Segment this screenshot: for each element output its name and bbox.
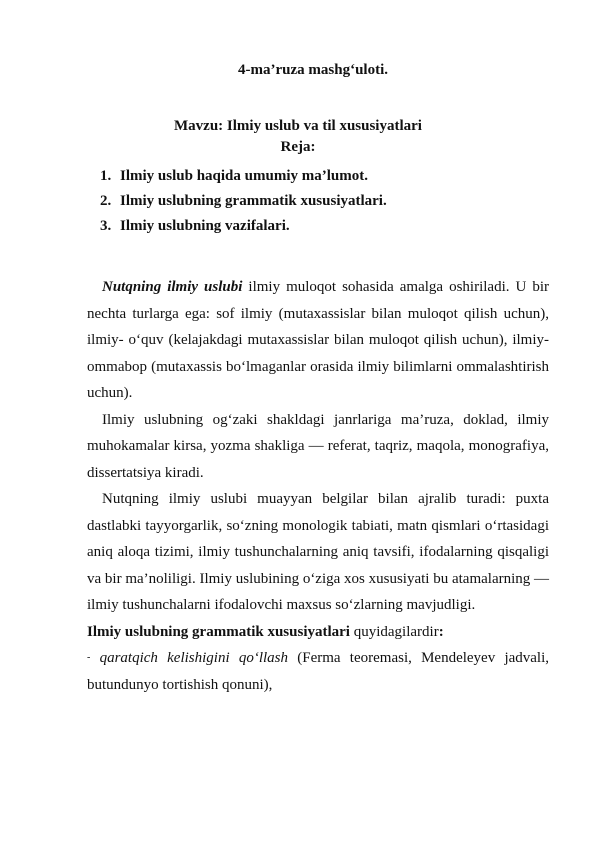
plan-item <box>100 191 387 216</box>
paragraph-text: quyidagilardir <box>349 623 439 640</box>
topic-heading: Mavzu: Ilmiy uslub va til xususiyatlari <box>174 118 422 134</box>
plan-item-number: 3. <box>100 218 112 234</box>
plan-item-text: Ilmiy uslubning grammatik xususiyatlari. <box>120 193 387 209</box>
emphasis-term: Nutqning ilmiy uslubi <box>102 279 243 295</box>
paragraph-text: (Ferma teoremasi, Mendeleyev jadvali, butundunyo tortishish qonuni), <box>87 650 550 693</box>
lecture-title: 4-ma’ruza mashg‘uloti. <box>238 62 388 78</box>
paragraph: Nutqning ilmiy uslubi muayyan belgilar bilan ajralib turadi: puxta dastlabki tayyorgarlik, so‘zning monologik tabiati, matn qismlari o‘rtasidagi aniq aloqa tizimi, ilmiy tushunchalarning aniq tavsifi, ifodalarning qisqaligi va bir ma’noliligi. Ilmiy uslubining o‘ziga xos xususiyati bu atamalarning — ilmiy tushunchalarni ifodalovchi maxsus so‘zlarning mavjudligi. <box>87 491 550 613</box>
plan-list <box>100 166 387 241</box>
plan-item-text: Ilmiy uslub haqida umumiy ma’lumot. <box>120 168 368 184</box>
plan-item <box>100 216 387 241</box>
plan-item-text: Ilmiy uslubning vazifalari. <box>120 218 290 234</box>
list-dash: - <box>87 652 91 663</box>
plan-item-number: 2. <box>100 193 112 209</box>
paragraph <box>87 645 549 698</box>
body-text <box>87 274 549 698</box>
paragraph: Ilmiy uslubning og‘zaki shakldagi janrlariga ma’ruza, doklad, ilmiy muhokamalar kirsa, yozma shakliga — referat, taqriz, maqola, monografiya, dissertatsiya kiradi. <box>87 411 549 481</box>
paragraph <box>87 619 549 646</box>
plan-item <box>100 166 387 191</box>
plan-heading: Reja: <box>280 139 316 155</box>
plan-item-number: 1. <box>100 168 112 184</box>
italic-term: qaratqich kelishigini qo‘llash <box>99 650 289 666</box>
colon: : <box>438 623 444 640</box>
bold-heading-text: Ilmiy uslubning grammatik xususiyatlari <box>87 623 350 640</box>
paragraph-text: ilmiy muloqot sohasida amalga oshiriladi. U bir nechta turlarga ega: sof ilmiy (mutaxassislar bilan muloqot qilish uchun), ilmiy- o‘quv (kelajakdagi mutaxassislar bilan muloqot qilish uchun), ilmiy-ommabop (mutaxassis bo‘lmaganlar orasida ilmiy bilimlarni ommalashtirish uchun). <box>87 279 549 401</box>
paragraph <box>87 274 549 407</box>
